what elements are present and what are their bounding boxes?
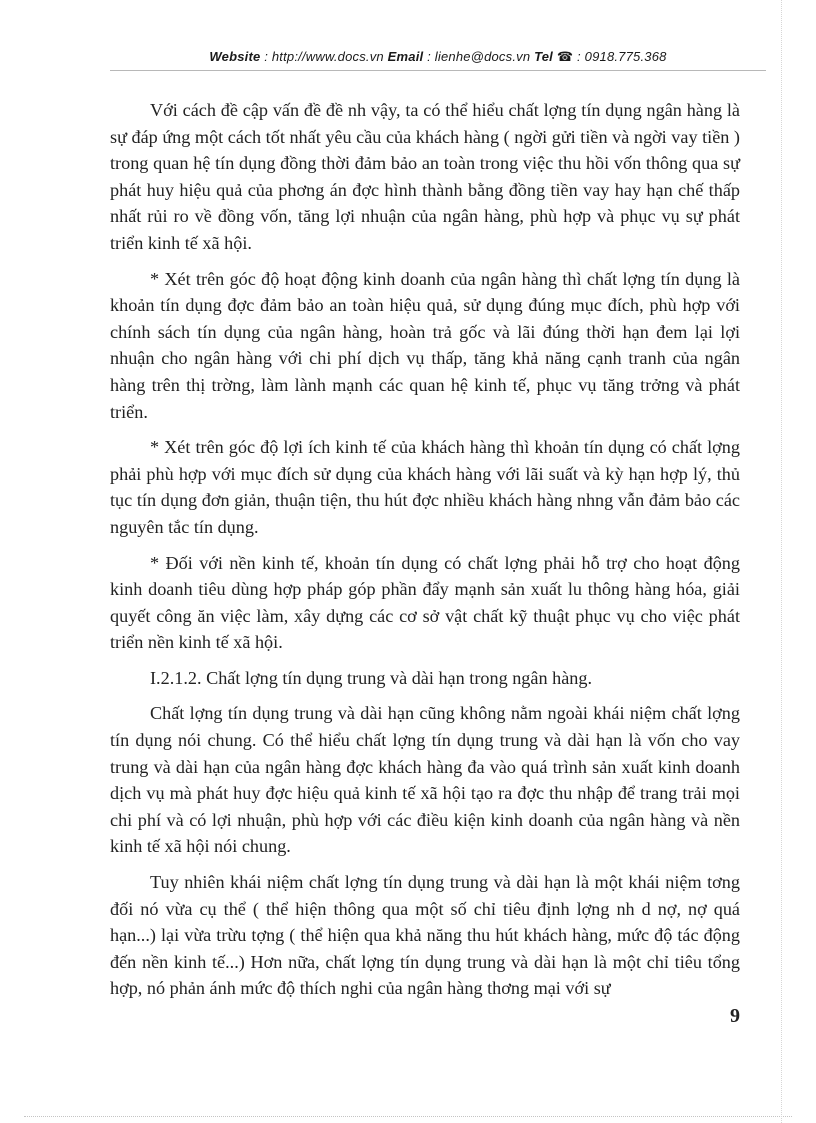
header-divider — [110, 70, 766, 71]
paragraph: Chất lợng tín dụng trung và dài hạn cũng không nằm ngoài khái niệm chất lợng tín dụng nói chung. Có thể hiểu chất lợng tín dụng trung và dài hạn là vốn cho vay trung và dài hạn của ngân hàng đợc khách hàng đa vào quá trình sản xuất kinh doanh dịch vụ mà phát huy đợc hiệu quả kinh tế xã hội tạo ra đợc thu nhập để trang trải mọi chi phí và có lợi nhuận, phù hợp với các điều kiện kinh doanh của ngân hàng và nền kinh tế xã hội nói chung. — [110, 703, 740, 857]
page-number: 9 — [730, 1005, 740, 1027]
paragraph: * Xét trên góc độ lợi ích kinh tế của khách hàng thì khoản tín dụng có chất lợng phải phù hợp với mục đích sử dụng của khách hàng với lãi suất và kỳ hạn hợp lý, thủ tục tín dụng đơn giản, thuận tiện, thu hút đợc nhiều khách hàng nhng vẫn đảm bảo các nguyên tắc tín dụng. — [110, 437, 740, 537]
email-address: : lienhe@docs.vn — [423, 49, 535, 64]
paragraph: Với cách đề cập vấn đề đề nh vậy, ta có thể hiểu chất lợng tín dụng ngân hàng là sự đáp ứng một cách tốt nhất yêu cầu của khách hàng ( ngời gửi tiền và ngời vay tiền ) trong quan hệ tín dụng đồng thời đảm bảo an toàn trong việc thu hồi vốn thông qua sự phát huy hiệu quả của phơng án đợc hình thành bằng đồng tiền vay hay hạn chế thấp nhất rủi ro về đồng vốn, tăng lợi nhuận của ngân hàng, phù hợp và phục vụ sự phát triển kinh tế xã hội. — [110, 100, 740, 253]
page-header — [110, 49, 766, 65]
paragraph: * Xét trên góc độ hoạt động kinh doanh của ngân hàng thì chất lợng tín dụng là khoản tín dụng đợc đảm bảo an toàn hiệu quả, sử dụng đúng mục đích, phù hợp với chính sách tín dụng của ngân hàng, hoàn trả gốc và lãi đúng thời hạn đem lại lợi nhuận cho ngân hàng với chi phí dịch vụ thấp, tăng khả năng cạnh tranh của ngân hàng trên thị trờng, làm lành mạnh các quan hệ kinh tế, phục vụ tăng trởng và phát triển. — [110, 268, 740, 422]
phone-number: : 0918.775.368 — [573, 49, 667, 64]
tel-label: Tel — [534, 49, 553, 64]
document-body — [110, 97, 740, 1011]
paragraph: * Đối với nền kinh tế, khoản tín dụng có chất lợng phải hỗ trợ cho hoạt động kinh doanh tiêu dùng hợp pháp góp phần đẩy mạnh sản xuất lu thông hàng hóa, giải quyết công ăn việc làm, xây dựng các cơ sở vật chất kỹ thuật phục vụ cho việc phát triển nền kinh tế xã hội. — [110, 552, 740, 653]
website-url: : http://www.docs.vn — [260, 49, 388, 64]
phone-icon: ☎ — [556, 49, 574, 64]
section-heading: I.2.1.2. Chất lợng tín dụng trung và dài hạn trong ngân hàng. — [150, 667, 593, 688]
page-side-border — [781, 0, 782, 1123]
page-bottom-border — [24, 1116, 792, 1117]
email-label: Email — [387, 49, 424, 64]
paragraph: Tuy nhiên khái niệm chất lợng tín dụng trung và dài hạn là một khái niệm tơng đối nó vừa cụ thể ( thể hiện thông qua một số chỉ tiêu định lợng nh d nợ, nợ quá hạn...) lại vừa trừu tợng ( thể hiện qua khả năng thu hút khách hàng, mức độ tác động đến nền kinh tế...) Hơn nữa, chất lợng tín dụng trung và dài hạn là một chỉ tiêu tổng hợp, nó phản ánh mức độ thích nghi của ngân hàng thơng mại với sự — [110, 872, 740, 999]
website-label: Website — [209, 49, 261, 64]
